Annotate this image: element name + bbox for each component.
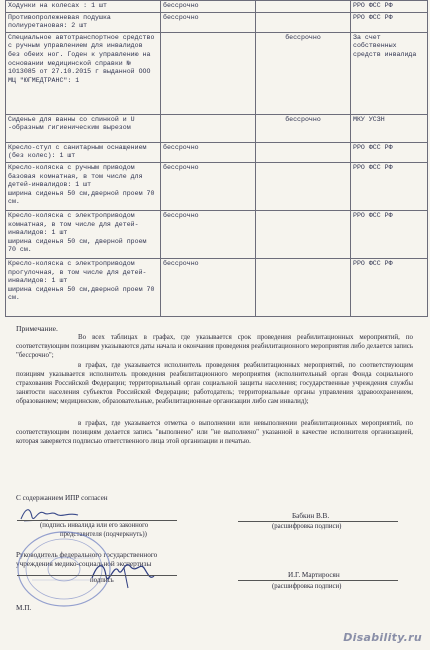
executor-cell (256, 1, 351, 13)
head-name-line (238, 580, 398, 581)
invalid-name-line (238, 521, 398, 522)
note-paragraph-executor: в графах, где указывается исполнитель проведения реабилитационных мероприятий, по соответствующим позициям указывается исполнитель проведения реабилитационного мероприятия (исполнительный орган Фонда социального страхования Российской Федерации; территориальный орган социальной защиты населения; государственные учреждения службы занятости населения субъектов Российской Федерации; работодатель; территориальные органы управления здравоохранением, образованием; медицинские, образовательные, реабилитационные организации либо сам инвалид); (16, 362, 413, 405)
term-cell: бессрочно (161, 142, 256, 162)
result-cell: РРО ФСС РФ (351, 142, 428, 162)
item-cell: Сиденье для ванны со спинкой и U -образным гигиеническим вырезом (6, 114, 161, 142)
executor-cell: бессрочно (256, 114, 351, 142)
result-cell: РРО ФСС РФ (351, 210, 428, 258)
item-cell: Кресло-коляска с электроприводом комнатная, в том числе для детей-инвалидов: 1 шт ширина сиденья 50 см, дверной проем 70 см. (6, 210, 161, 258)
head-name: И.Г. Мартиросян (288, 571, 340, 579)
note-paragraph-term: Во всех таблицах в графах, где указывается срок проведения реабилитационных мероприятий, по соответствующим позициям указываются даты начала и окончания проведения реабилитационного мероприятия либо делается запись "бессрочно"; (16, 334, 413, 359)
item-cell: Кресло-стул с санитарным оснащением (без колес): 1 шт (6, 142, 161, 162)
table-row (6, 162, 428, 210)
item-cell: Противопролежневая подушка полиуретановая: 2 шт (6, 12, 161, 32)
table-row (6, 210, 428, 258)
head-signature-line (17, 575, 177, 576)
invalid-signature-caption-1: (подпись инвалида или его законного (40, 522, 149, 529)
head-title-line-1: Руководитель федерального государственного (16, 551, 158, 559)
table-row (6, 1, 428, 13)
head-signature-scribble (88, 556, 158, 590)
seal-place-label: М.П. (16, 604, 32, 612)
table-row (6, 142, 428, 162)
head-signature-caption: подпись (90, 577, 114, 584)
head-title-line-2: учреждения медико-социальной экспертизы (16, 560, 152, 568)
result-cell: МКУ УСЗН (351, 114, 428, 142)
item-cell: Ходунки на колесах : 1 шт (6, 1, 161, 13)
executor-cell (256, 12, 351, 32)
term-cell (161, 32, 256, 114)
executor-cell: бессрочно (256, 32, 351, 114)
result-cell: РРО ФСС РФ (351, 162, 428, 210)
head-name-caption: (расшифровка подписи) (272, 583, 342, 590)
term-cell: бессрочно (161, 258, 256, 316)
table-body (6, 1, 428, 317)
result-cell: РРО ФСС РФ (351, 12, 428, 32)
result-cell: РРО ФСС РФ (351, 1, 428, 13)
item-cell: Кресло-коляска с электроприводом прогулочная, в том числе для детей-инвалидов: 1 шт ширина сиденья 50 см,дверной проем 70 см. (6, 258, 161, 316)
item-cell: Кресло-коляска с ручным приводом базовая комнатная, в том числе для детей-инвалидов: 1 шт ширина сиденья 50 см,дверной проем 70 см. (6, 162, 161, 210)
table-row (6, 258, 428, 316)
term-cell (161, 114, 256, 142)
table-row (6, 32, 428, 114)
executor-cell (256, 210, 351, 258)
term-cell: бессрочно (161, 162, 256, 210)
term-cell: бессрочно (161, 210, 256, 258)
executor-cell (256, 162, 351, 210)
invalid-name: Бабкин В.В. (292, 512, 330, 520)
item-cell: Специальное автотранспортное средство с ручным управлением для инвалидов без обеих ног. Годен к управлению на основании медицинской справки № 1013085 от 27.10.2015 г выданной ООО МЦ "ЮГМЕДТРАНС": 1 (6, 32, 161, 114)
note-paragraph-mark: в графах, где указывается отметка о выполнении или невыполнении реабилитационных мероприятий, по соответствующим позициям делается запись "выполнено" или "не выполнено" указанной в качестве исполнителя организацией, которая заверяется подписью ответственного лица этой организации и печатью. (16, 420, 413, 445)
agreement-text: С содержанием ИПР согласен (16, 494, 108, 502)
executor-cell (256, 142, 351, 162)
result-cell: За счет собственных средств инвалида (351, 32, 428, 114)
table-row (6, 114, 428, 142)
term-cell: бессрочно (161, 12, 256, 32)
term-cell: бессрочно (161, 1, 256, 13)
result-cell: РРО ФСС РФ (351, 258, 428, 316)
note-heading: Примечание. (16, 324, 58, 333)
rehab-means-table (5, 0, 428, 317)
executor-cell (256, 258, 351, 316)
table-row (6, 12, 428, 32)
invalid-signature-caption-2: представителя (подчеркнуть)) (60, 531, 147, 538)
watermark-text: Disability.ru (343, 631, 422, 644)
invalid-name-caption: (расшифровка подписи) (272, 523, 342, 530)
invalid-signature-line (17, 520, 177, 521)
